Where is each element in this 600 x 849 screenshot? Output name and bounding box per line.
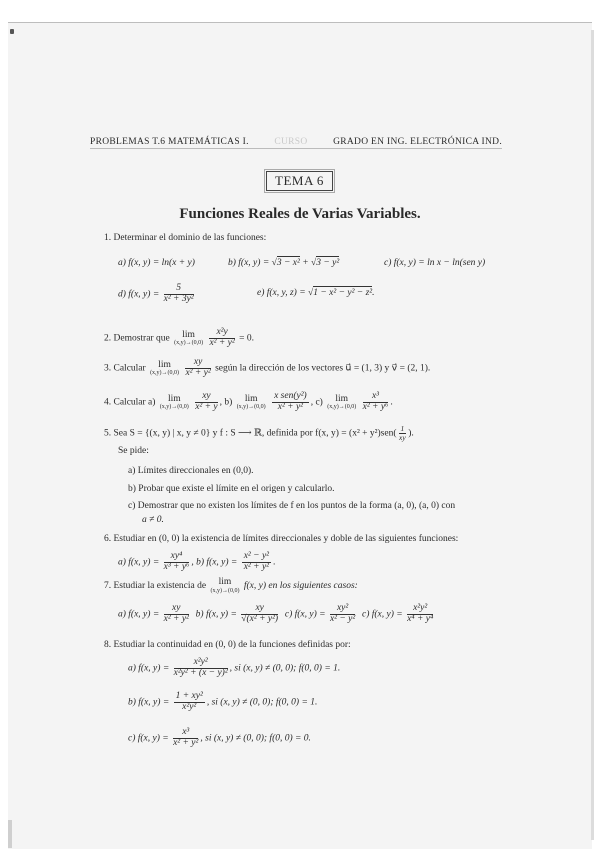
p5-fraction (399, 425, 407, 442)
p4-c-fraction (363, 392, 389, 413)
p7-a-pre: a) f(x, y) = (118, 609, 160, 620)
p4-lim-sub-a: (x,y)→(0,0) (159, 404, 189, 411)
p8-c-pre: c) f(x, y) = (128, 733, 169, 744)
p2-num: x²y (209, 328, 234, 339)
p2-pre: 2. Demostrar que (104, 333, 170, 344)
p4-c-label: , c) (310, 397, 323, 408)
p4-lim-b: lim (244, 393, 258, 404)
p2-lim: lim (182, 329, 195, 340)
p8-c-den: x² + y² (173, 737, 199, 748)
p1-e-post: . (372, 288, 375, 298)
tema-label: TEMA 6 (275, 173, 324, 188)
p7-d-pre: c) f(x, y) = (361, 609, 403, 620)
p8-c-fraction (173, 728, 198, 749)
p6-a-num: xy⁴ (164, 552, 190, 563)
p5-c1: c) Demostrar que no existen los límites de f en los puntos de la forma (a, 0), (a, 0) con (128, 501, 456, 511)
p8-a-fraction (174, 658, 228, 679)
p7-cases (118, 604, 435, 625)
p1-d-num: 5 (164, 284, 194, 295)
p1-c: c) f(x, y) = ln x − ln(sen y) (384, 258, 486, 268)
p4-c-den: x² + y⁶ (362, 401, 389, 412)
p4-b-num: x sen(y²) (274, 391, 307, 401)
p8-b-fraction (174, 692, 205, 713)
p8-a-post: , si (x, y) ≠ (0, 0); f(0, 0) = 1. (229, 663, 341, 674)
p4-limit-c (327, 395, 356, 411)
p1-d-den: x² + 3y² (163, 293, 194, 304)
p1-b: b) f(x, y) = √3 − x² + √3 − y² (228, 258, 340, 268)
p4 (104, 392, 393, 413)
p1-d-fraction (164, 284, 194, 305)
p8-a (128, 658, 340, 679)
p7-intro (104, 578, 358, 594)
p8-b-num: 1 + xy² (175, 691, 203, 701)
p4-pre: 4. Calcular a) (104, 397, 156, 408)
p8-b-den: x²y² (182, 701, 197, 712)
p4-limit-b (237, 395, 266, 411)
p6-end: . (273, 557, 276, 568)
p5-post: ). (408, 428, 414, 439)
p6-b-pre: , b) f(x, y) = (191, 557, 238, 568)
p2-limit (174, 331, 203, 347)
p7-d-den: x⁴ + y⁴ (407, 613, 434, 624)
running-header (90, 137, 502, 149)
p8-a-pre: a) f(x, y) = (128, 663, 170, 674)
p1-a: a) f(x, y) = ln(x + y) (118, 258, 195, 268)
p3-post: según la dirección de los vectores u⃗ = (1, 3) y v⃗ = (2, 1). (215, 363, 431, 374)
p4-a-num: xy (195, 392, 217, 403)
p7-a-num: xy (164, 604, 189, 615)
p7-b-fraction (241, 604, 278, 625)
p3-num: xy (185, 358, 210, 369)
p4-b-fraction (272, 392, 309, 413)
p3 (104, 358, 430, 379)
p4-lim-sub-c: (x,y)→(0,0) (327, 404, 357, 411)
p1-b-radicand-1: 3 − x² (276, 258, 300, 268)
p5-pre: 5. Sea S = {(x, y) | x, y ≠ 0} y f : S ⟶ ℝ, definida por f(x, y) = (x² + y²)sen( (104, 428, 397, 439)
p4-b-label: , b) (219, 397, 233, 408)
p6-a-fraction (164, 552, 190, 573)
p1-e-radicand: 1 − x² − y² − z² (313, 288, 373, 298)
p8-a-num: x²y² (174, 658, 228, 669)
p8-c (128, 728, 311, 749)
p4-c-num: x³ (363, 392, 389, 403)
p1-intro: 1. Determinar el dominio de las funciones: (104, 233, 267, 243)
p7-b-pre: b) f(x, y) = (195, 609, 237, 620)
p4-lim-c: lim (335, 393, 349, 404)
p2-den: x² + y² (209, 337, 235, 348)
p3-lim: lim (158, 359, 171, 370)
p7-d-fraction (407, 604, 433, 625)
p1-b-pre: b) f(x, y) = (228, 258, 272, 268)
p5-sepide: Se pide: (118, 446, 149, 456)
punch-mark (10, 29, 14, 34)
p7-d-num: x²y² (407, 604, 433, 615)
header-right: GRADO EN ING. ELECTRÓNICA IND. (333, 137, 502, 147)
p3-pre: 3. Calcular (104, 363, 146, 374)
p5-den: xy (399, 432, 406, 442)
p7-a-den: x² + y² (163, 613, 189, 624)
p1-d-pre: d) f(x, y) = (118, 289, 162, 300)
p7-limit (210, 578, 239, 594)
p8-b-post: , si (x, y) ≠ (0, 0); f(0, 0) = 1. (206, 697, 318, 708)
p3-lim-sub: (x,y)→(0,0) (150, 370, 180, 377)
p7-a-fraction (164, 604, 189, 625)
p8-intro: 8. Estudiar la continuidad en (0, 0) de la funciones definidas por: (104, 640, 351, 650)
p7-b-num: xy (241, 604, 278, 615)
p4-limit-a (160, 395, 189, 411)
p5-a: a) Límites direccionales en (0,0). (128, 466, 254, 476)
tema-box (266, 171, 333, 191)
p1-b-mid: + (299, 258, 311, 268)
p2 (104, 328, 254, 349)
p5-b: b) Probar que existe el límite en el origen y calcularlo. (128, 484, 335, 494)
p6-b-num: x² − y² (243, 551, 270, 561)
p6-a-den: x³ + y⁶ (163, 561, 190, 572)
p7-c-num: xy² (330, 604, 355, 615)
page-corner-shadow (8, 820, 12, 848)
page-edge-shadow (591, 30, 594, 840)
p5-c2: a ≠ 0. (142, 515, 164, 525)
p7-c-pre: c) f(x, y) = (284, 609, 326, 620)
p4-b-den: x² + y² (277, 401, 304, 412)
p1-d (118, 284, 196, 305)
p7-lim-sub: (x,y)→(0,0) (210, 587, 240, 594)
header-ghost: CURSO (274, 137, 308, 147)
p2-lim-sub: (x,y)→(0,0) (174, 340, 204, 347)
p6-a-pre: a) f(x, y) = (118, 557, 160, 568)
p2-post: = 0. (239, 333, 254, 344)
header-left: PROBLEMAS T.6 MATEMÁTICAS I. (90, 137, 249, 147)
p4-end: . (390, 397, 393, 408)
p8-b-pre: b) f(x, y) = (128, 697, 170, 708)
p3-den: x² + y² (185, 367, 211, 378)
p7-pre: 7. Estudiar la existencia de (104, 580, 207, 591)
page-title: Funciones Reales de Varias Variables. (179, 206, 421, 222)
p4-a-fraction (195, 392, 217, 413)
p7-lim: lim (218, 577, 232, 587)
p7-post: f(x, y) en los siguientes casos: (243, 580, 358, 591)
p2-fraction (209, 328, 234, 349)
p1-e-pre: e) f(x, y, z) = (257, 288, 308, 298)
p8-c-num: x³ (173, 728, 198, 739)
p8-b (128, 692, 317, 713)
p6-b-den: x² + y² (243, 561, 270, 572)
p1-b-radicand-2: 3 − y² (316, 258, 340, 268)
p5-line1 (104, 425, 414, 442)
p1-e: e) f(x, y, z) = √1 − x² − y² − z². (257, 288, 375, 298)
p3-limit (150, 361, 179, 377)
p6-functions (118, 552, 275, 573)
p7-c-fraction (330, 604, 355, 625)
p5-num: 1 (400, 424, 405, 433)
p6-b-fraction (242, 552, 271, 573)
p8-a-den: x²y² + (x − y)² (173, 667, 228, 678)
p4-a-den: x² + y (195, 401, 218, 412)
p6-intro: 6. Estudiar en (0, 0) la existencia de límites direccionales y doble de las siguientes funciones: (104, 534, 459, 544)
p4-lim-a: lim (167, 393, 181, 404)
p4-lim-sub-b: (x,y)→(0,0) (236, 404, 266, 411)
p7-c-den: x² − y² (329, 613, 356, 624)
p7-b-den: √(x² + y²) (241, 613, 279, 624)
p3-fraction (185, 358, 210, 379)
p8-c-post: , si (x, y) ≠ (0, 0); f(0, 0) = 0. (200, 733, 311, 744)
